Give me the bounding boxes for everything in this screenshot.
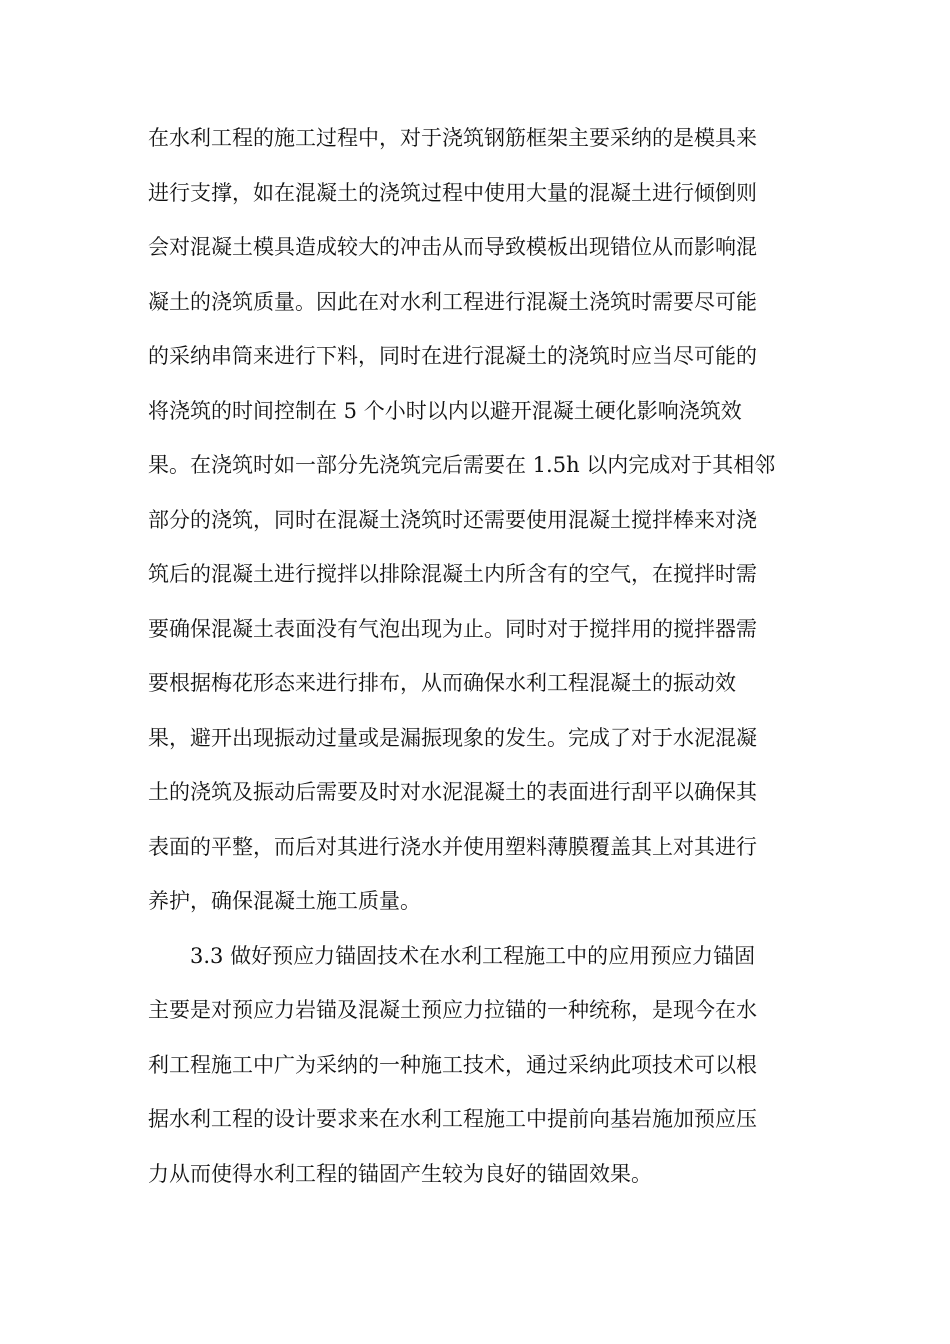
paragraph-2-line-4: 据水利工程的设计要求来在水利工程施工中提前向基岩施加预应压: [148, 1107, 757, 1131]
paragraph-1-line-9: 筑后的混凝土进行搅拌以排除混凝土内所含有的空气，在搅拌时需: [148, 562, 757, 586]
paragraph-2-line-3: 利工程施工中广为采纳的一种施工技术，通过采纳此项技术可以根: [148, 1053, 757, 1077]
paragraph-1-line-13: 土的浇筑及振动后需要及时对水泥混凝土的表面进行刮平以确保其: [148, 780, 757, 804]
paragraph-1-line-11: 要根据梅花形态来进行排布，从而确保水利工程混凝土的振动效: [148, 671, 736, 695]
paragraph-1-line-14: 表面的平整，而后对其进行浇水并使用塑料薄膜覆盖其上对其进行: [148, 835, 757, 859]
paragraph-1-line-7: 果。在浇筑时如一部分先浇筑完后需要在 1.5h 以内完成对于其相邻: [148, 453, 776, 477]
paragraph-2-line-2: 主要是对预应力岩锚及混凝土预应力拉锚的一种统称，是现今在水: [148, 998, 757, 1022]
paragraph-1-line-3: 会对混凝土模具造成较大的冲击从而导致模板出现错位从而影响混: [148, 235, 757, 259]
paragraph-1-line-15: 养护，确保混凝土施工质量。: [148, 889, 421, 913]
paragraph-2-line-1: 3.3 做好预应力锚固技术在水利工程施工中的应用预应力锚固: [190, 944, 756, 968]
paragraph-1-line-6: 将浇筑的时间控制在 5 个小时以内以避开混凝土硬化影响浇筑效: [148, 399, 742, 423]
paragraph-2-line-5: 力从而使得水利工程的锚固产生较为良好的锚固效果。: [148, 1162, 652, 1186]
paragraph-1-line-1: 在水利工程的施工过程中，对于浇筑钢筋框架主要采纳的是模具来: [148, 126, 757, 150]
paragraph-1-line-12: 果，避开出现振动过量或是漏振现象的发生。完成了对于水泥混凝: [148, 726, 757, 750]
paragraph-1-line-5: 的采纳串筒来进行下料，同时在进行混凝土的浇筑时应当尽可能的: [148, 344, 757, 368]
paragraph-1-line-4: 凝土的浇筑质量。因此在对水利工程进行混凝土浇筑时需要尽可能: [148, 290, 757, 314]
paragraph-1-line-8: 部分的浇筑，同时在混凝土浇筑时还需要使用混凝土搅拌棒来对浇: [148, 508, 757, 532]
paragraph-1-line-10: 要确保混凝土表面没有气泡出现为止。同时对于搅拌用的搅拌器需: [148, 617, 757, 641]
paragraph-1-line-2: 进行支撑，如在混凝土的浇筑过程中使用大量的混凝土进行倾倒则: [148, 181, 757, 205]
